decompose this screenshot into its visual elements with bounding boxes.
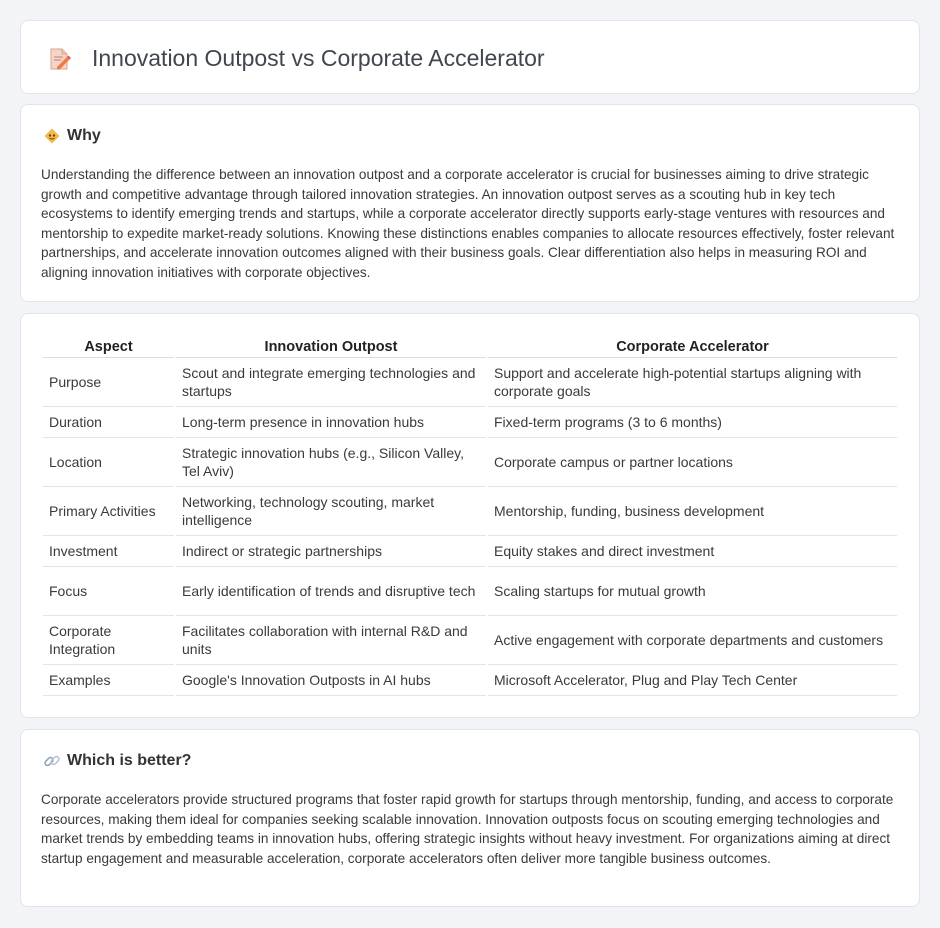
row-aspect: Investment: [43, 536, 174, 567]
lightbulb-icon: [43, 127, 61, 145]
why-section: [20, 104, 920, 302]
table-row: [43, 407, 897, 438]
row-outpost: Networking, technology scouting, market intelligence: [176, 487, 486, 536]
row-accelerator: Fixed-term programs (3 to 6 months): [488, 407, 897, 438]
row-aspect: Location: [43, 438, 174, 487]
comparison-table: [41, 334, 899, 696]
why-heading: [43, 127, 101, 145]
row-aspect: Duration: [43, 407, 174, 438]
row-aspect: Examples: [43, 665, 174, 696]
better-text: Corporate accelerators provide structured programs that foster rapid growth for startups through mentorship, funding, and access to corporate resources, making them ideal for companies seeking scalable innovation. Innovation outposts focus on scouting emerging technologies and market trends by embedding teams in innovation hubs, offering strategic insights without heavy investment. For organizations aiming at direct startup engagement and measurable acceleration, corporate accelerators often deliver more tangible business outcomes.: [41, 792, 894, 866]
table-row: [43, 665, 897, 696]
comparison-section: [20, 313, 920, 718]
table-row: [43, 616, 897, 665]
row-aspect: Corporate Integration: [43, 616, 174, 665]
row-outpost: Facilitates collaboration with internal R&D and units: [176, 616, 486, 665]
table-row: [43, 567, 897, 616]
why-title: Why: [67, 127, 101, 144]
row-aspect: Purpose: [43, 358, 174, 407]
row-outpost: Early identification of trends and disruptive tech: [176, 567, 486, 616]
row-outpost: Indirect or strategic partnerships: [176, 536, 486, 567]
row-outpost: Long-term presence in innovation hubs: [176, 407, 486, 438]
link-icon: [43, 752, 61, 770]
row-aspect: Focus: [43, 567, 174, 616]
row-accelerator: Support and accelerate high-potential startups aligning with corporate goals: [488, 358, 897, 407]
table-row: [43, 487, 897, 536]
better-heading: [43, 752, 191, 770]
header-corporate-accelerator: Corporate Accelerator: [488, 334, 897, 358]
table-row: [43, 438, 897, 487]
row-accelerator: Active engagement with corporate departments and customers: [488, 616, 897, 665]
row-accelerator: Mentorship, funding, business development: [488, 487, 897, 536]
row-accelerator: Microsoft Accelerator, Plug and Play Tech Center: [488, 665, 897, 696]
header-innovation-outpost: Innovation Outpost: [176, 334, 486, 358]
row-accelerator: Scaling startups for mutual growth: [488, 567, 897, 616]
which-is-better-section: [20, 729, 920, 907]
row-outpost: Scout and integrate emerging technologies and startups: [176, 358, 486, 407]
better-title: Which is better?: [67, 752, 192, 769]
page-title: Innovation Outpost vs Corporate Accelerator: [92, 45, 545, 71]
table-row: [43, 536, 897, 567]
why-text: Understanding the difference between an innovation outpost and a corporate accelerator is crucial for businesses aiming to drive strategic growth and competitive advantage through tailored innovation strategies. An innovation outpost serves as a scouting hub in key tech ecosystems to identify emerging trends and startups, while a corporate accelerator directly supports early-stage ventures with resources and mentorship to expedite market-ready solutions. Knowing these distinctions enables companies to allocate resources effectively, foster relevant partnerships, and accelerate innovation outcomes aligned with their business goals. Clear differentiation also helps in measuring ROI and aligning innovation initiatives with corporate objectives.: [41, 167, 895, 280]
header-aspect: Aspect: [43, 334, 174, 358]
header-card: [20, 20, 920, 94]
document-pencil-icon: [46, 46, 72, 72]
row-accelerator: Equity stakes and direct investment: [488, 536, 897, 567]
row-outpost: Google's Innovation Outposts in AI hubs: [176, 665, 486, 696]
title-row: [46, 45, 545, 72]
table-header-row: [43, 334, 897, 358]
table-row: [43, 358, 897, 407]
row-accelerator: Corporate campus or partner locations: [488, 438, 897, 487]
row-outpost: Strategic innovation hubs (e.g., Silicon Valley, Tel Aviv): [176, 438, 486, 487]
row-aspect: Primary Activities: [43, 487, 174, 536]
